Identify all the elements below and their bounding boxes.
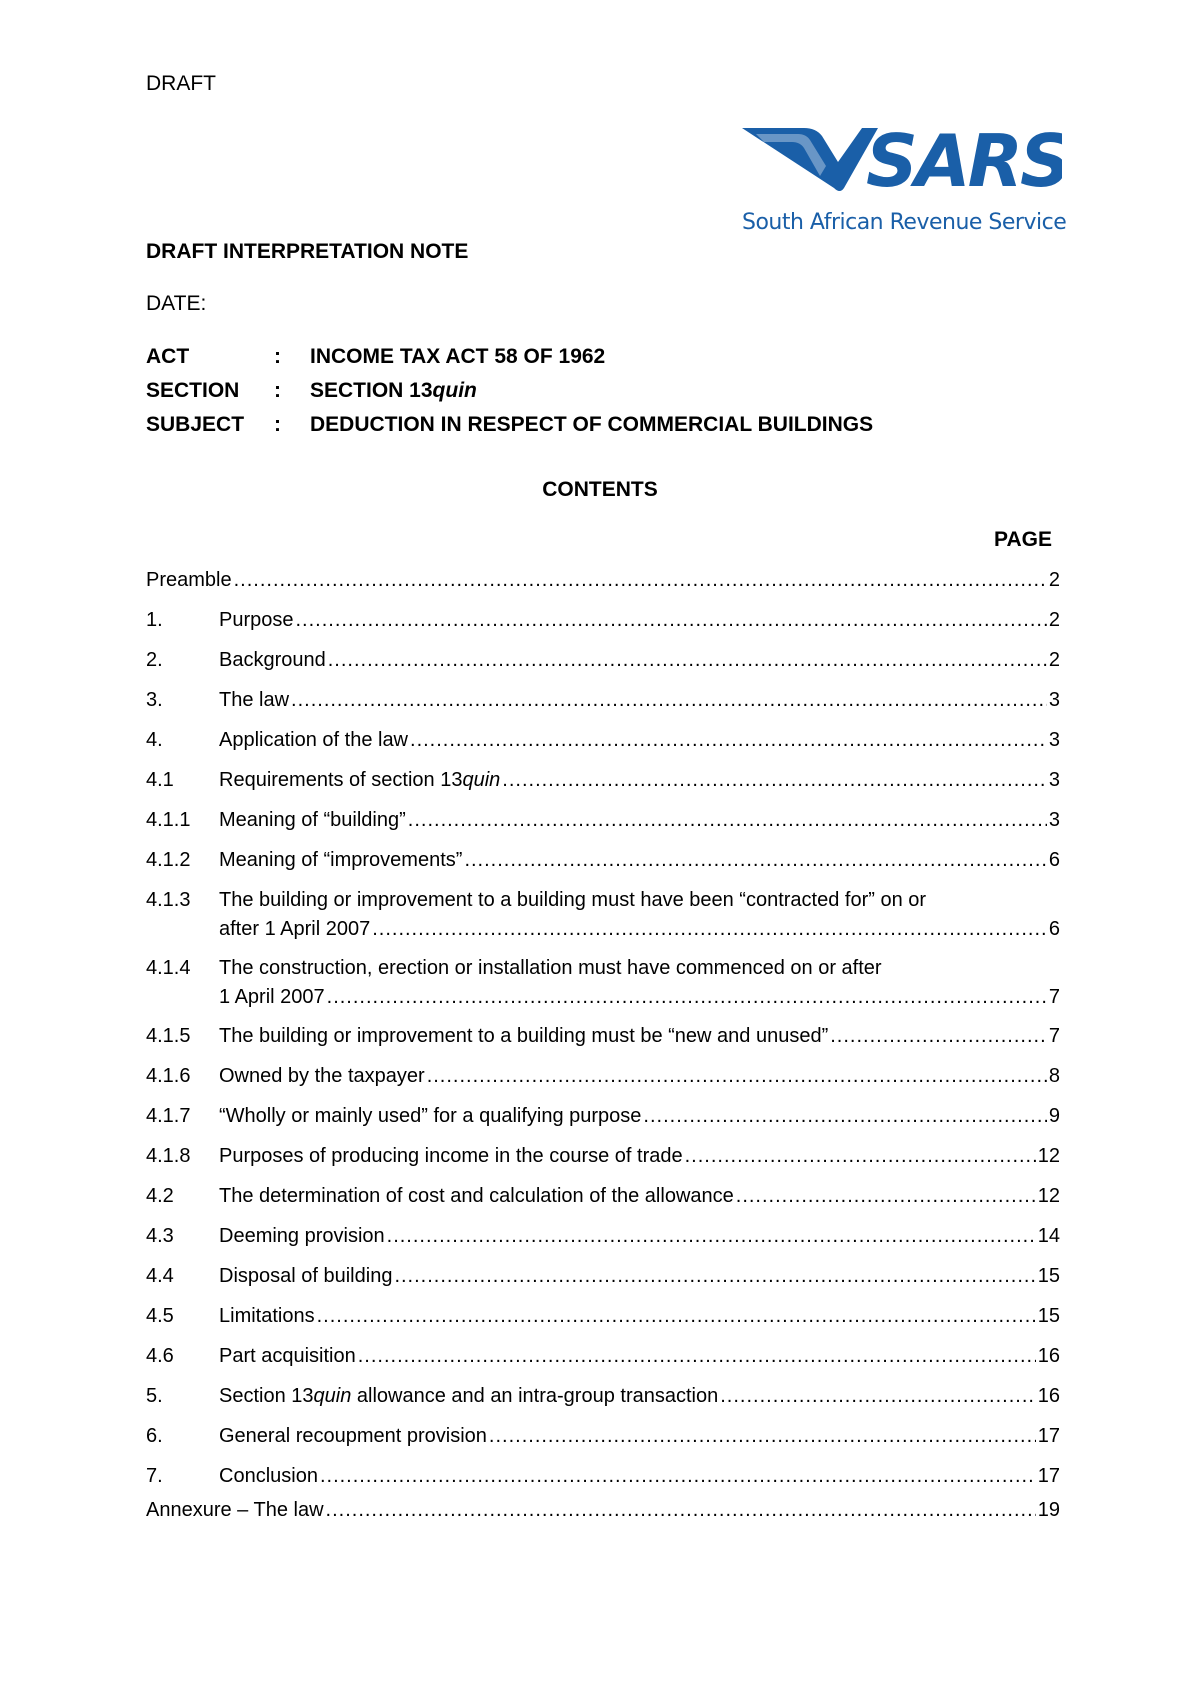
toc-entry-text: General recoupment provision: [219, 1425, 487, 1447]
toc-entry-page: 3: [1048, 689, 1060, 711]
toc-entry-page: 6: [1048, 918, 1060, 940]
toc-entry-page: 16: [1037, 1385, 1060, 1407]
toc-entry-number: 4.1.1: [146, 809, 191, 831]
toc-entry-text: Deeming provision: [219, 1225, 385, 1247]
toc-leader-dots: [234, 566, 1047, 595]
toc-entry-number: 4.1.6: [146, 1065, 191, 1087]
toc-entry-text: Requirements of section 13: [219, 769, 463, 791]
date-label: DATE:: [146, 292, 207, 315]
toc-entry[interactable]: [146, 1062, 1060, 1091]
toc-leader-dots: [320, 1462, 1036, 1491]
toc-leader-dots: [317, 1302, 1036, 1331]
toc-entry-text: Background: [219, 649, 326, 671]
toc-entry-number: 4.5: [146, 1305, 174, 1327]
meta-colon: :: [274, 413, 281, 436]
toc-entry-page: 8: [1048, 1065, 1060, 1087]
toc-entry[interactable]: [146, 954, 1060, 1012]
toc-entry[interactable]: [146, 846, 1060, 875]
toc-entry[interactable]: [146, 1222, 1060, 1251]
toc-leader-dots: [328, 646, 1047, 675]
toc-entry-page: 14: [1037, 1225, 1060, 1247]
toc-entry[interactable]: [146, 1262, 1060, 1291]
meta-value: INCOME TAX ACT 58 OF 1962: [310, 345, 606, 368]
toc-entry-text: Purpose: [219, 609, 294, 631]
toc-entry[interactable]: [146, 1302, 1060, 1331]
toc-entry-text-continued: after 1 April 2007: [219, 918, 371, 940]
toc-entry[interactable]: [146, 566, 1060, 595]
toc-entry-page: 17: [1037, 1465, 1060, 1487]
toc-entry-number: 4.2: [146, 1185, 174, 1207]
meta-value: [310, 379, 477, 403]
toc-entry[interactable]: [146, 1342, 1060, 1371]
toc-entry-text-italic: quin: [313, 1385, 352, 1407]
toc-leader-dots: [327, 983, 1047, 1012]
toc-entry-number: 4.4: [146, 1265, 174, 1287]
toc-leader-dots: [372, 915, 1047, 944]
toc-entry[interactable]: [146, 766, 1060, 795]
toc-leader-dots: [387, 1222, 1036, 1251]
toc-entry[interactable]: [146, 886, 1060, 944]
toc-entry-title: [219, 1422, 487, 1451]
toc-leader-dots: [394, 1262, 1035, 1291]
toc-entry-text-after: allowance and an intra-group transaction: [351, 1385, 719, 1407]
toc-entry-page: 2: [1048, 569, 1060, 591]
toc-entry-title: [219, 1102, 641, 1131]
toc-entry-number: 4.1.4: [146, 957, 191, 979]
toc-entry-text: Section 13: [219, 1385, 314, 1407]
meta-key: SECTION: [146, 379, 240, 402]
toc-entry[interactable]: [146, 606, 1060, 635]
toc-entry-number: 5.: [146, 1385, 163, 1407]
toc-entry-text: The determination of cost and calculation of the allowance: [219, 1185, 734, 1207]
toc-entry-text: Annexure – The law: [146, 1499, 324, 1521]
meta-value-prefix: SECTION 13: [310, 379, 433, 402]
toc-entry-text: Preamble: [146, 569, 232, 591]
toc-leader-dots: [643, 1102, 1046, 1131]
draft-header-label: DRAFT: [146, 72, 216, 95]
toc-entry-title: [146, 566, 232, 595]
toc-entry-page: 19: [1037, 1499, 1060, 1521]
meta-key: SUBJECT: [146, 413, 245, 436]
toc-entry-number: 4.1.3: [146, 889, 191, 911]
toc-entry-number: 4.3: [146, 1225, 174, 1247]
toc-entry-title: [219, 1222, 385, 1251]
toc-entry-text-continued: 1 April 2007: [219, 986, 325, 1008]
toc-entry-text: Limitations: [219, 1305, 315, 1327]
toc-leader-dots: [720, 1382, 1036, 1411]
toc-entry[interactable]: [146, 1142, 1060, 1171]
toc-entry-page: 7: [1048, 986, 1060, 1008]
toc-entry[interactable]: [146, 1182, 1060, 1211]
toc-entry-number: 1.: [146, 609, 163, 631]
toc-leader-dots: [326, 1496, 1036, 1525]
sars-wordmark: SARS: [866, 122, 1062, 202]
toc-entry[interactable]: [146, 806, 1060, 835]
toc-entry-text: Owned by the taxpayer: [219, 1065, 425, 1087]
meta-colon: :: [274, 379, 281, 402]
toc-entry[interactable]: [146, 1382, 1060, 1411]
toc-entry-page: 12: [1037, 1185, 1060, 1207]
toc-entry-title: [219, 1022, 828, 1051]
meta-value-italic: quin: [432, 379, 477, 402]
toc-entry-number: 4.1: [146, 769, 174, 791]
toc-entry-title: [219, 766, 500, 795]
toc-entry-text: Disposal of building: [219, 1265, 393, 1287]
toc-leader-dots: [502, 766, 1047, 795]
toc-entry[interactable]: [146, 1422, 1060, 1451]
toc-entry-page: 3: [1048, 809, 1060, 831]
toc-entry-text: Meaning of “improvements”: [219, 849, 463, 871]
contents-title: CONTENTS: [542, 478, 658, 501]
toc-entry-page: 16: [1037, 1345, 1060, 1367]
toc-leader-dots: [736, 1182, 1036, 1211]
toc-entry-number: 4.1.7: [146, 1105, 191, 1127]
toc-entry-text: The building or improvement to a building must be “new and unused”: [219, 1025, 829, 1047]
toc-entry-title: [219, 1142, 683, 1171]
toc-entry-number: 4.1.5: [146, 1025, 191, 1047]
toc-entry-page: 15: [1037, 1265, 1060, 1287]
sars-logo-mark-icon: [742, 122, 1062, 202]
toc-entry-title: [219, 1462, 318, 1491]
toc-entry-text: Purposes of producing income in the course of trade: [219, 1145, 683, 1167]
toc-entry-page: 17: [1037, 1425, 1060, 1447]
toc-entry[interactable]: [146, 1102, 1060, 1131]
toc-entry-number: 4.6: [146, 1345, 174, 1367]
toc-entry-number: 2.: [146, 649, 163, 671]
toc-leader-dots: [296, 606, 1047, 635]
toc-entry-page: 7: [1048, 1025, 1060, 1047]
toc-entry-title: [219, 1302, 315, 1331]
toc-entry-title: [219, 686, 289, 715]
toc-entry[interactable]: [146, 646, 1060, 675]
toc-entry[interactable]: [146, 726, 1060, 755]
toc-leader-dots: [358, 1342, 1036, 1371]
toc-entry-text: Meaning of “building”: [219, 809, 406, 831]
toc-entry-title: [219, 1382, 718, 1411]
toc-entry-title: [219, 606, 294, 635]
toc-entry-title: [219, 1062, 425, 1091]
toc-entry-title: [219, 646, 326, 675]
toc-entry-text: “Wholly or mainly used” for a qualifying purpose: [219, 1105, 642, 1127]
toc-entry-text: Application of the law: [219, 729, 409, 751]
toc-entry-number: 3.: [146, 689, 163, 711]
sars-logo: [742, 122, 1067, 247]
toc-entry-title: [219, 1262, 392, 1291]
document-type-heading: DRAFT INTERPRETATION NOTE: [146, 240, 469, 263]
toc-entry-title: [219, 1182, 734, 1211]
toc-leader-dots: [685, 1142, 1036, 1171]
toc-entry-text-italic: quin: [462, 769, 501, 791]
toc-entry-number: 6.: [146, 1425, 163, 1447]
toc-entry-text: The building or improvement to a building must have been “contracted for” on or: [219, 889, 927, 911]
toc-leader-dots: [291, 686, 1047, 715]
toc-entry-page: 2: [1048, 609, 1060, 631]
toc-leader-dots: [464, 846, 1046, 875]
toc-entry-page: 3: [1048, 769, 1060, 791]
toc-entry-title: [219, 846, 462, 875]
toc-entry-page: 9: [1048, 1105, 1060, 1127]
toc-entry-page: 6: [1048, 849, 1060, 871]
toc-entry-page: 3: [1048, 729, 1060, 751]
toc-entry-text: Conclusion: [219, 1465, 318, 1487]
meta-colon: :: [274, 345, 281, 368]
meta-key: ACT: [146, 345, 190, 368]
toc-entry-page: 12: [1037, 1145, 1060, 1167]
toc-entry-number: 7.: [146, 1465, 163, 1487]
toc-entry[interactable]: [146, 686, 1060, 715]
toc-entry-text: Part acquisition: [219, 1345, 356, 1367]
toc-leader-dots: [408, 806, 1047, 835]
toc-leader-dots: [489, 1422, 1036, 1451]
toc-entry-number: 4.: [146, 729, 163, 751]
toc-entry-text: The construction, erection or installation must have commenced on or after: [219, 957, 882, 979]
toc-entry[interactable]: [146, 1022, 1060, 1051]
toc-entry-number: 4.1.8: [146, 1145, 191, 1167]
toc-leader-dots: [830, 1022, 1047, 1051]
meta-value: DEDUCTION IN RESPECT OF COMMERCIAL BUILDINGS: [310, 413, 874, 436]
toc-entry[interactable]: [146, 1496, 1060, 1525]
toc-entry-number: 4.1.2: [146, 849, 191, 871]
toc-entry-page: 2: [1048, 649, 1060, 671]
sars-tagline: South African Revenue Service: [742, 210, 1067, 235]
toc-entry-title: [219, 1342, 356, 1371]
toc-entry-page: 15: [1037, 1305, 1060, 1327]
toc-entry-title: [219, 806, 406, 835]
page-column-heading: PAGE: [994, 528, 1052, 551]
toc-entry-title: [146, 1496, 324, 1525]
toc-leader-dots: [410, 726, 1047, 755]
toc-entry-title: [219, 726, 408, 755]
toc-leader-dots: [427, 1062, 1047, 1091]
toc-entry[interactable]: [146, 1462, 1060, 1491]
toc-entry-text: The law: [219, 689, 290, 711]
